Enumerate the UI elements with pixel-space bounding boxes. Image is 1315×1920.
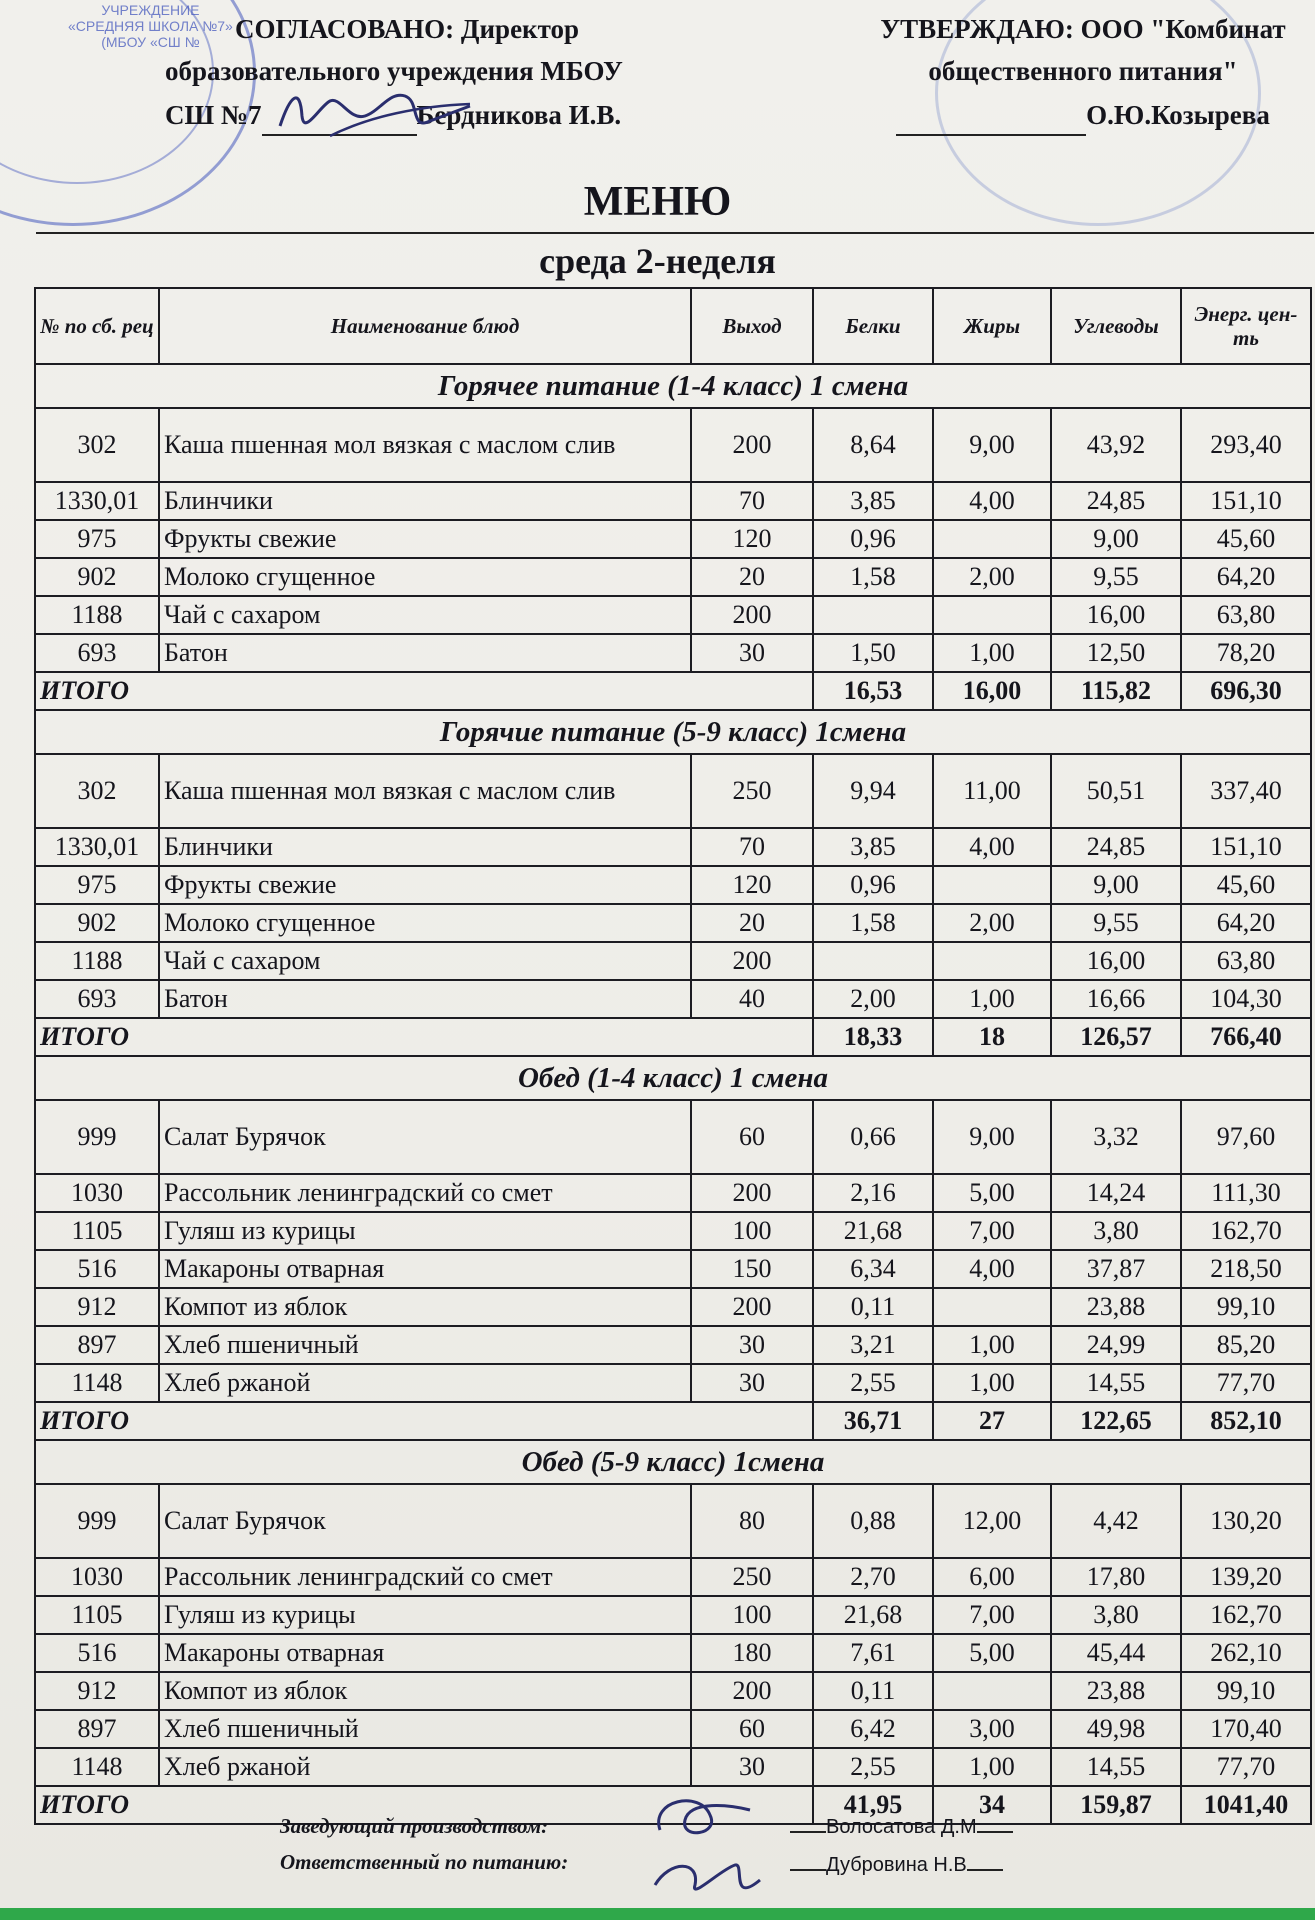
approval-right-line1: УТВЕРЖДАЮ: ООО "Комбинат xyxy=(880,14,1286,44)
cell-name: Компот из яблок xyxy=(159,1288,691,1326)
total-carbs: 126,57 xyxy=(1051,1018,1181,1056)
cell-yield: 120 xyxy=(691,520,813,558)
cell-name: Молоко сгущенное xyxy=(159,904,691,942)
cell-yield: 30 xyxy=(691,634,813,672)
table-row xyxy=(35,942,1311,980)
approval-left-line2: образовательного учреждения МБОУ xyxy=(165,56,623,86)
cell-name: Макароны отварная xyxy=(159,1634,691,1672)
total-label: ИТОГО xyxy=(35,1786,813,1824)
cell-yield: 30 xyxy=(691,1326,813,1364)
cell-yield: 200 xyxy=(691,942,813,980)
cell-code: 912 xyxy=(35,1288,159,1326)
cell-name: Фрукты свежие xyxy=(159,520,691,558)
cell-fat: 2,00 xyxy=(933,558,1051,596)
cell-fat: 5,00 xyxy=(933,1634,1051,1672)
cell-energy: 64,20 xyxy=(1181,558,1311,596)
cell-fat: 9,00 xyxy=(933,1100,1051,1174)
table-row xyxy=(35,828,1311,866)
title-divider xyxy=(36,232,1314,234)
cell-carbs: 23,88 xyxy=(1051,1288,1181,1326)
cell-energy: 162,70 xyxy=(1181,1596,1311,1634)
total-fat: 16,00 xyxy=(933,672,1051,710)
total-carbs: 159,87 xyxy=(1051,1786,1181,1824)
cell-carbs: 9,55 xyxy=(1051,558,1181,596)
approval-right-line3: О.Ю.Козырева xyxy=(858,92,1308,136)
cell-yield: 30 xyxy=(691,1364,813,1402)
school-stamp-text: УЧРЕЖДЕНИЕ «СРЕДНЯЯ ШКОЛА №7» (МБОУ «СШ № xyxy=(68,2,233,50)
cell-yield: 200 xyxy=(691,1672,813,1710)
cell-yield: 150 xyxy=(691,1250,813,1288)
table-row xyxy=(35,754,1311,828)
cell-fat: 1,00 xyxy=(933,634,1051,672)
section-title: Обед (1-4 класс) 1 смена xyxy=(35,1056,1311,1100)
total-row xyxy=(35,1402,1311,1440)
cell-protein: 3,85 xyxy=(813,828,933,866)
cell-carbs: 12,50 xyxy=(1051,634,1181,672)
cell-code: 1148 xyxy=(35,1364,159,1402)
section-header-row xyxy=(35,1056,1311,1100)
table-row xyxy=(35,1484,1311,1558)
menu-table xyxy=(34,287,1312,1825)
table-row xyxy=(35,1672,1311,1710)
cell-carbs: 3,80 xyxy=(1051,1596,1181,1634)
cell-yield: 70 xyxy=(691,482,813,520)
cell-fat: 11,00 xyxy=(933,754,1051,828)
cell-name: Молоко сгущенное xyxy=(159,558,691,596)
total-protein: 36,71 xyxy=(813,1402,933,1440)
footer-names xyxy=(790,1808,1013,1884)
cell-protein: 9,94 xyxy=(813,754,933,828)
cell-energy: 99,10 xyxy=(1181,1288,1311,1326)
cell-energy: 97,60 xyxy=(1181,1100,1311,1174)
cell-energy: 111,30 xyxy=(1181,1174,1311,1212)
cell-code: 999 xyxy=(35,1100,159,1174)
col-header-code: № по сб. рец xyxy=(35,288,159,364)
total-energy: 696,30 xyxy=(1181,672,1311,710)
table-row xyxy=(35,558,1311,596)
cell-yield: 20 xyxy=(691,558,813,596)
cell-code: 902 xyxy=(35,904,159,942)
cell-carbs: 45,44 xyxy=(1051,1634,1181,1672)
cell-fat xyxy=(933,596,1051,634)
footer-roles xyxy=(280,1808,568,1880)
cell-fat: 7,00 xyxy=(933,1596,1051,1634)
page-subtitle: среда 2-неделя xyxy=(539,241,776,281)
cell-fat xyxy=(933,1672,1051,1710)
cell-protein: 0,96 xyxy=(813,520,933,558)
section-header-row xyxy=(35,1440,1311,1484)
cell-fat: 1,00 xyxy=(933,1364,1051,1402)
cell-protein: 1,58 xyxy=(813,558,933,596)
cell-protein: 6,34 xyxy=(813,1250,933,1288)
cell-name: Гуляш из курицы xyxy=(159,1596,691,1634)
total-fat: 18 xyxy=(933,1018,1051,1056)
cell-fat: 4,00 xyxy=(933,828,1051,866)
cell-energy: 293,40 xyxy=(1181,408,1311,482)
cell-protein: 2,16 xyxy=(813,1174,933,1212)
table-row xyxy=(35,1326,1311,1364)
cell-carbs: 4,42 xyxy=(1051,1484,1181,1558)
cell-fat: 7,00 xyxy=(933,1212,1051,1250)
cell-code: 897 xyxy=(35,1326,159,1364)
cell-name: Хлеб ржаной xyxy=(159,1748,691,1786)
cell-carbs: 50,51 xyxy=(1051,754,1181,828)
cell-code: 1148 xyxy=(35,1748,159,1786)
cell-carbs: 23,88 xyxy=(1051,1672,1181,1710)
cell-energy: 130,20 xyxy=(1181,1484,1311,1558)
total-row xyxy=(35,1018,1311,1056)
total-protein: 16,53 xyxy=(813,672,933,710)
cell-yield: 200 xyxy=(691,408,813,482)
cell-carbs: 37,87 xyxy=(1051,1250,1181,1288)
approval-left-line3: СШ №7 Бердникова И.В. xyxy=(165,92,725,136)
cell-energy: 45,60 xyxy=(1181,866,1311,904)
cell-fat xyxy=(933,1288,1051,1326)
table-row xyxy=(35,408,1311,482)
cell-name: Хлеб ржаной xyxy=(159,1364,691,1402)
cell-name: Хлеб пшеничный xyxy=(159,1710,691,1748)
total-fat: 27 xyxy=(933,1402,1051,1440)
cell-energy: 262,10 xyxy=(1181,1634,1311,1672)
total-label: ИТОГО xyxy=(35,672,813,710)
cell-yield: 60 xyxy=(691,1100,813,1174)
col-header-carbs: Углеводы xyxy=(1051,288,1181,364)
cell-fat: 4,00 xyxy=(933,1250,1051,1288)
cell-carbs: 43,92 xyxy=(1051,408,1181,482)
cell-code: 975 xyxy=(35,520,159,558)
total-fat: 34 xyxy=(933,1786,1051,1824)
cell-carbs: 14,55 xyxy=(1051,1364,1181,1402)
section-title: Обед (5-9 класс) 1смена xyxy=(35,1440,1311,1484)
cell-energy: 151,10 xyxy=(1181,828,1311,866)
cell-yield: 40 xyxy=(691,980,813,1018)
cell-yield: 80 xyxy=(691,1484,813,1558)
cell-name: Чай с сахаром xyxy=(159,596,691,634)
total-protein: 18,33 xyxy=(813,1018,933,1056)
cell-carbs: 17,80 xyxy=(1051,1558,1181,1596)
cell-yield: 60 xyxy=(691,1710,813,1748)
total-row xyxy=(35,672,1311,710)
cell-protein: 0,88 xyxy=(813,1484,933,1558)
cell-protein: 21,68 xyxy=(813,1212,933,1250)
cell-energy: 85,20 xyxy=(1181,1326,1311,1364)
cell-code: 302 xyxy=(35,408,159,482)
cell-carbs: 3,32 xyxy=(1051,1100,1181,1174)
cell-energy: 139,20 xyxy=(1181,1558,1311,1596)
total-carbs: 122,65 xyxy=(1051,1402,1181,1440)
cell-energy: 99,10 xyxy=(1181,1672,1311,1710)
cell-code: 1030 xyxy=(35,1174,159,1212)
col-header-energy: Энерг. цен-ть xyxy=(1181,288,1311,364)
page-title: МЕНЮ xyxy=(583,179,732,225)
cell-protein: 0,96 xyxy=(813,866,933,904)
cell-protein: 2,00 xyxy=(813,980,933,1018)
cell-energy: 218,50 xyxy=(1181,1250,1311,1288)
cell-fat: 1,00 xyxy=(933,1748,1051,1786)
cell-energy: 77,70 xyxy=(1181,1748,1311,1786)
cell-protein: 0,66 xyxy=(813,1100,933,1174)
cell-yield: 250 xyxy=(691,754,813,828)
cell-energy: 104,30 xyxy=(1181,980,1311,1018)
table-row xyxy=(35,1710,1311,1748)
cell-energy: 63,80 xyxy=(1181,596,1311,634)
cell-fat: 12,00 xyxy=(933,1484,1051,1558)
cell-energy: 45,60 xyxy=(1181,520,1311,558)
cell-fat: 9,00 xyxy=(933,408,1051,482)
cell-code: 693 xyxy=(35,634,159,672)
cell-code: 693 xyxy=(35,980,159,1018)
cell-protein: 2,55 xyxy=(813,1748,933,1786)
total-energy: 852,10 xyxy=(1181,1402,1311,1440)
cell-protein: 3,85 xyxy=(813,482,933,520)
section-title: Горячее питание (1-4 класс) 1 смена xyxy=(35,364,1311,408)
cell-protein: 7,61 xyxy=(813,1634,933,1672)
cell-energy: 63,80 xyxy=(1181,942,1311,980)
cell-fat xyxy=(933,520,1051,558)
table-row xyxy=(35,1100,1311,1174)
cell-fat: 3,00 xyxy=(933,1710,1051,1748)
cell-name: Компот из яблок xyxy=(159,1672,691,1710)
cell-energy: 151,10 xyxy=(1181,482,1311,520)
cell-fat: 2,00 xyxy=(933,904,1051,942)
total-label: ИТОГО xyxy=(35,1402,813,1440)
cell-carbs: 24,85 xyxy=(1051,828,1181,866)
total-energy: 1041,40 xyxy=(1181,1786,1311,1824)
cell-code: 516 xyxy=(35,1634,159,1672)
table-row xyxy=(35,634,1311,672)
cell-energy: 337,40 xyxy=(1181,754,1311,828)
cell-fat: 5,00 xyxy=(933,1174,1051,1212)
bottom-strip xyxy=(0,1908,1315,1920)
cell-name: Рассольник ленинградский со смет xyxy=(159,1558,691,1596)
table-header-row xyxy=(35,288,1311,364)
cell-name: Батон xyxy=(159,634,691,672)
cell-protein: 3,21 xyxy=(813,1326,933,1364)
table-row xyxy=(35,1364,1311,1402)
cell-yield: 180 xyxy=(691,1634,813,1672)
cell-code: 1330,01 xyxy=(35,828,159,866)
table-row xyxy=(35,1212,1311,1250)
cell-protein: 1,58 xyxy=(813,904,933,942)
cell-code: 1330,01 xyxy=(35,482,159,520)
cell-carbs: 9,00 xyxy=(1051,866,1181,904)
cell-code: 975 xyxy=(35,866,159,904)
cell-protein: 6,42 xyxy=(813,1710,933,1748)
director-signature xyxy=(270,76,480,156)
cell-carbs: 3,80 xyxy=(1051,1212,1181,1250)
cell-energy: 77,70 xyxy=(1181,1364,1311,1402)
cell-energy: 162,70 xyxy=(1181,1212,1311,1250)
cell-protein: 2,70 xyxy=(813,1558,933,1596)
cell-name: Салат Бурячок xyxy=(159,1100,691,1174)
cell-carbs: 24,85 xyxy=(1051,482,1181,520)
cell-name: Фрукты свежие xyxy=(159,866,691,904)
footer-name-nutrition: Дубровина Н.В xyxy=(790,1846,1013,1884)
cell-name: Гуляш из курицы xyxy=(159,1212,691,1250)
cell-protein: 1,50 xyxy=(813,634,933,672)
cell-protein xyxy=(813,596,933,634)
cell-code: 1105 xyxy=(35,1596,159,1634)
cell-protein: 0,11 xyxy=(813,1288,933,1326)
table-row xyxy=(35,1748,1311,1786)
cell-carbs: 16,00 xyxy=(1051,596,1181,634)
table-row xyxy=(35,980,1311,1018)
total-label: ИТОГО xyxy=(35,1018,813,1056)
cell-carbs: 16,66 xyxy=(1051,980,1181,1018)
table-row xyxy=(35,596,1311,634)
total-protein: 41,95 xyxy=(813,1786,933,1824)
section-header-row xyxy=(35,364,1311,408)
cell-code: 302 xyxy=(35,754,159,828)
cell-fat xyxy=(933,866,1051,904)
col-header-name: Наименование блюд xyxy=(159,288,691,364)
cell-carbs: 24,99 xyxy=(1051,1326,1181,1364)
table-row xyxy=(35,1250,1311,1288)
cell-fat: 1,00 xyxy=(933,1326,1051,1364)
table-row xyxy=(35,1634,1311,1672)
cell-code: 1030 xyxy=(35,1558,159,1596)
cell-energy: 170,40 xyxy=(1181,1710,1311,1748)
col-header-yield: Выход xyxy=(691,288,813,364)
cell-name: Блинчики xyxy=(159,828,691,866)
cell-yield: 200 xyxy=(691,596,813,634)
cell-code: 999 xyxy=(35,1484,159,1558)
cell-name: Батон xyxy=(159,980,691,1018)
cell-carbs: 49,98 xyxy=(1051,1710,1181,1748)
footer-role-nutrition: Ответственный по питанию: xyxy=(280,1850,569,1874)
cell-yield: 100 xyxy=(691,1596,813,1634)
table-row xyxy=(35,1288,1311,1326)
approval-left-line1: СОГЛАСОВАНО: Директор xyxy=(235,14,580,44)
cell-carbs: 16,00 xyxy=(1051,942,1181,980)
cell-name: Салат Бурячок xyxy=(159,1484,691,1558)
table-row xyxy=(35,1174,1311,1212)
cell-name: Макароны отварная xyxy=(159,1250,691,1288)
cell-carbs: 14,55 xyxy=(1051,1748,1181,1786)
footer-signatures xyxy=(640,1790,790,1910)
cell-code: 1188 xyxy=(35,596,159,634)
cell-yield: 20 xyxy=(691,904,813,942)
cell-yield: 200 xyxy=(691,1174,813,1212)
table-row xyxy=(35,520,1311,558)
footer-name-production: Волосатова Д.М xyxy=(790,1808,1013,1846)
cell-fat xyxy=(933,942,1051,980)
cell-fat: 6,00 xyxy=(933,1558,1051,1596)
cell-code: 1105 xyxy=(35,1212,159,1250)
cell-name: Каша пшенная мол вязкая с маслом слив xyxy=(159,408,691,482)
col-header-fat: Жиры xyxy=(933,288,1051,364)
cell-protein: 0,11 xyxy=(813,1672,933,1710)
cell-fat: 4,00 xyxy=(933,482,1051,520)
col-header-protein: Белки xyxy=(813,288,933,364)
table-row xyxy=(35,482,1311,520)
cell-protein: 21,68 xyxy=(813,1596,933,1634)
cell-protein: 2,55 xyxy=(813,1364,933,1402)
cell-name: Блинчики xyxy=(159,482,691,520)
cell-name: Каша пшенная мол вязкая с маслом слив xyxy=(159,754,691,828)
cell-name: Рассольник ленинградский со смет xyxy=(159,1174,691,1212)
cell-carbs: 14,24 xyxy=(1051,1174,1181,1212)
cell-energy: 64,20 xyxy=(1181,904,1311,942)
cell-yield: 30 xyxy=(691,1748,813,1786)
cell-carbs: 9,00 xyxy=(1051,520,1181,558)
cell-protein: 8,64 xyxy=(813,408,933,482)
approval-block-right xyxy=(858,8,1308,136)
cell-yield: 200 xyxy=(691,1288,813,1326)
cell-yield: 250 xyxy=(691,1558,813,1596)
cell-carbs: 9,55 xyxy=(1051,904,1181,942)
cell-fat: 1,00 xyxy=(933,980,1051,1018)
section-title: Горячие питание (5-9 класс) 1смена xyxy=(35,710,1311,754)
cell-code: 897 xyxy=(35,1710,159,1748)
cell-protein xyxy=(813,942,933,980)
table-row xyxy=(35,1596,1311,1634)
total-energy: 766,40 xyxy=(1181,1018,1311,1056)
cell-code: 516 xyxy=(35,1250,159,1288)
cell-yield: 120 xyxy=(691,866,813,904)
total-carbs: 115,82 xyxy=(1051,672,1181,710)
cell-code: 1188 xyxy=(35,942,159,980)
cell-yield: 70 xyxy=(691,828,813,866)
table-row xyxy=(35,904,1311,942)
cell-code: 902 xyxy=(35,558,159,596)
section-header-row xyxy=(35,710,1311,754)
approval-right-line2: общественного питания" xyxy=(928,56,1238,86)
cell-yield: 100 xyxy=(691,1212,813,1250)
cell-name: Хлеб пшеничный xyxy=(159,1326,691,1364)
footer-role-production: Заведующий производством: xyxy=(280,1814,549,1838)
cell-energy: 78,20 xyxy=(1181,634,1311,672)
table-row xyxy=(35,866,1311,904)
cell-code: 912 xyxy=(35,1672,159,1710)
table-row xyxy=(35,1558,1311,1596)
cell-name: Чай с сахаром xyxy=(159,942,691,980)
